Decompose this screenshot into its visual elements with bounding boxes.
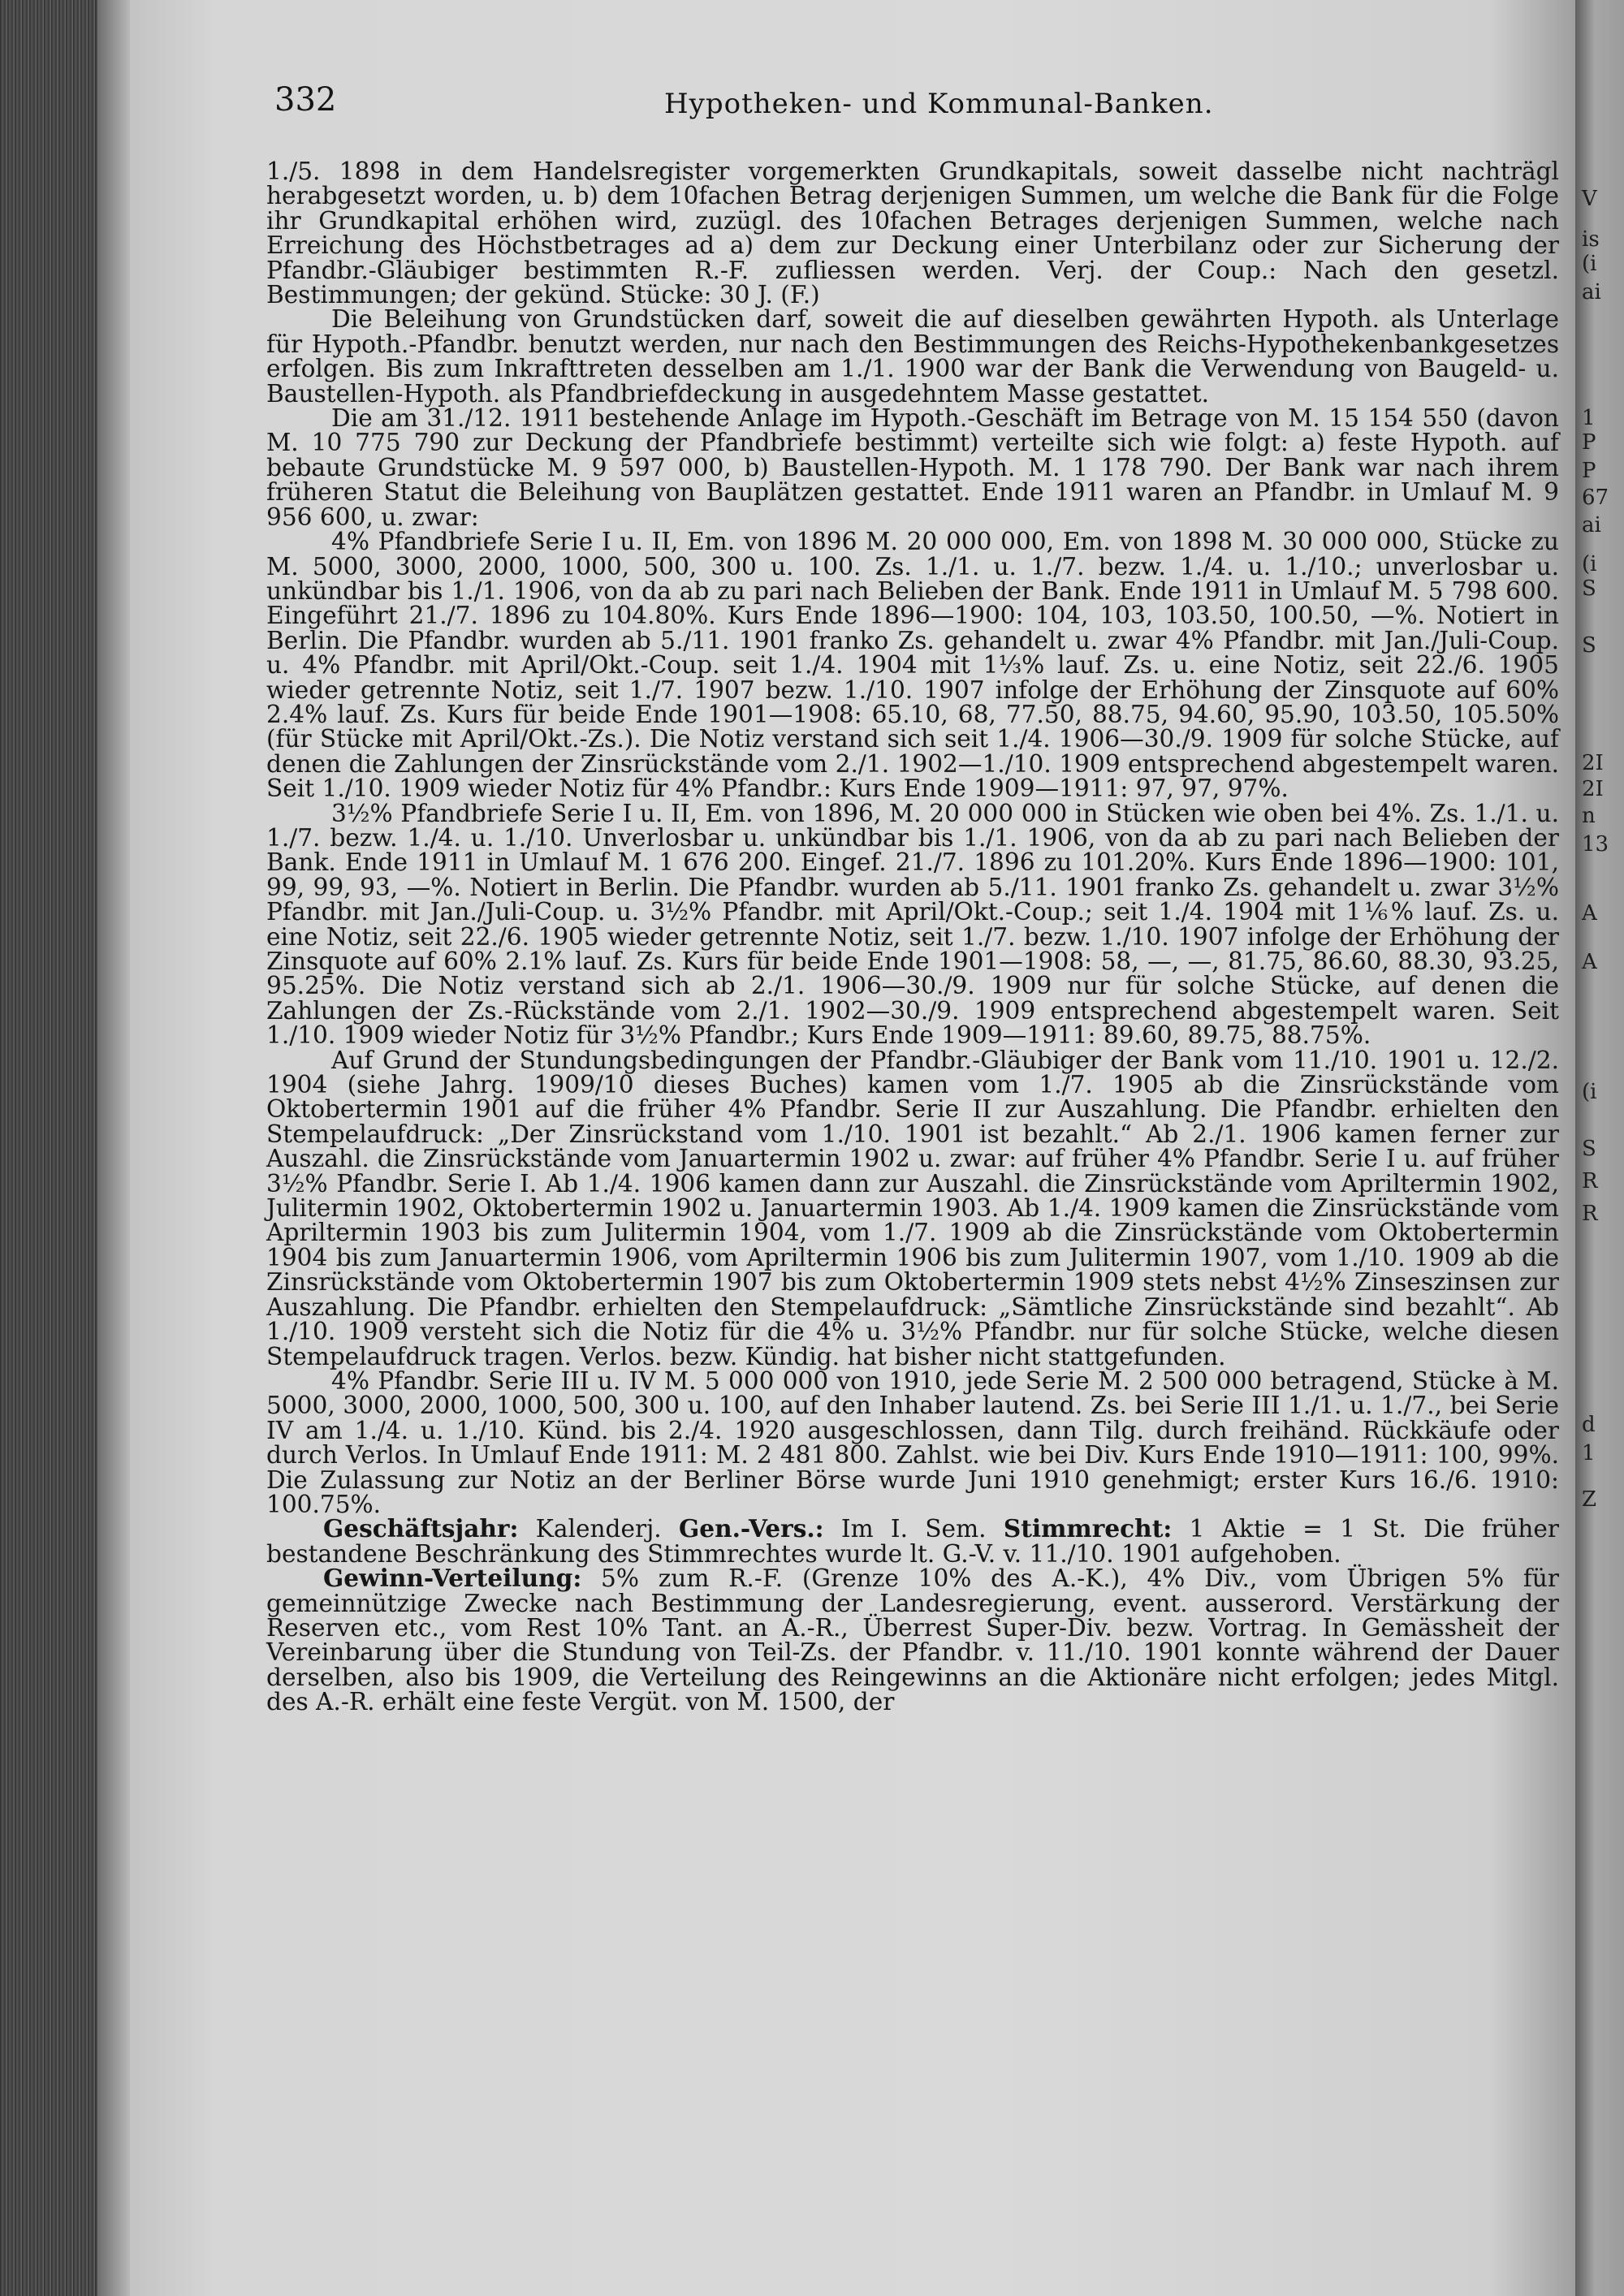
- facing-fragment: ai: [1582, 280, 1601, 304]
- running-title: Hypotheken- und Kommunal-Banken.: [664, 88, 1214, 120]
- facing-fragment: Z: [1582, 1487, 1597, 1512]
- paragraph: 4% Pfandbriefe Serie I u. II, Em. von 1896 M. 20 000 000, Em. von 1898 M. 30 000 000, Stücke zu M. 5000, 3000, 2000, 1000, 500, 300 u. 100. Zs. 1./1. u. 1./7. bezw. 1./4. u. 1./10.; unverlosbar u. unkündbar bis 1./1. 1906, von da ab zu pari nach Belieben der Bank. Ende 1911 in Umlauf M. 5 798 600. Eingeführt 21./7. 1896 zu 104.80%. Kurs Ende 1896—1900: 104, 103, 103.50, 100.50, —%. Notiert in Berlin. Die Pfandbr. wurden ab 5./11. 1901 franko Zs. gehandelt u. zwar 4% Pfandbr. mit Jan./Juli-Coup. u. 4% Pfandbr. mit April/Okt.-Coup. seit 1./4. 1904 mit 1⅓% lauf. Zs. u. eine Notiz, seit 22./6. 1905 wieder getrennte Notiz, seit 1./7. 1907 bezw. 1./10. 1907 infolge der Erhöhung der Zinsquote auf 60% 2.4% lauf. Zs. Kurs für beide Ende 1901—1908: 65.10, 68, 77.50, 88.75, 94.60, 95.90, 103.50, 105.50% (für Stücke mit April/Okt.-Zs.). Die Notiz verstand sich seit 1./4. 1906—30./9. 1909 für solche Stücke, auf denen die Zahlungen der Zinsrückstände vom 2./1. 1902—1./10. 1909 entsprechend abgestempelt waren. Seit 1./10. 1909 wieder Notiz für 4% Pfandbr.: Kurs Ende 1909—1911: 97, 97, 97%.: [266, 528, 1559, 803]
- paragraph: 1./5. 1898 in dem Handelsregister vorgemerkten Grundkapitals, soweit dasselbe nicht nachträgl herabgesetzt worden, u. b) dem 10fachen Betrag derjenigen Summen, um welche die Bank für die Folge ihr Grundkapital erhöhen wird, zuzügl. des 10fachen Betrages derjenigen Summen, welche nach Erreichung des Höchstbetrages ad a) dem zur Deckung einer Unterbilanz oder zur Sicherung der Pfandbr.-Gläubiger bestimmten R.-F. zufliessen werden. Verj. der Coup.: Nach den gesetzl. Bestimmungen; der gekünd. Stücke: 30 J. (F.): [266, 158, 1559, 309]
- facing-fragment: S: [1582, 633, 1596, 658]
- facing-fragment: ai: [1582, 513, 1601, 537]
- facing-page-edge: [1575, 0, 1624, 2296]
- page-header: [274, 81, 1557, 130]
- facing-fragment: 1: [1582, 406, 1596, 430]
- fiscal-year-label: Geschäftsjahr:: [323, 1514, 519, 1543]
- facing-fragment: 2I: [1582, 751, 1604, 775]
- paragraph: 3½% Pfandbriefe Serie I u. II, Em. von 1896, M. 20 000 000 in Stücken wie oben bei 4%. Zs. 1./1. u. 1./7. bezw. 1./4. u. 1./10. Unverlosbar u. unkündbar bis 1./1. 1906, von da ab zu pari nach Belieben der Bank. Ende 1911 in Umlauf M. 1 676 200. Eingef. 21./7. 1896 zu 101.20%. Kurs Ende 1896—1900: 101, 99, 99, 93, —%. Notiert in Berlin. Die Pfandbr. wurden ab 5./11. 1901 franko Zs. gehandelt u. zwar 3½% Pfandbr. mit Jan./Juli-Coup. u. 3½% Pfandbr. mit April/Okt.-Coup.; seit 1./4. 1904 mit 1⅙% lauf. Zs. u. eine Notiz, seit 22./6. 1905 wieder getrennte Notiz, seit 1./7. bezw. 1./10. 1907 infolge der Erhöhung der Zinsquote auf 60% 2.1% lauf. Zs. Kurs für beide Ende 1901—1908: 58, —, —, 81.75, 86.60, 88.30, 93.25, 95.25%. Die Notiz verstand sich ab 2./1. 1906—30./9. 1909 nur für solche Stücke, auf denen die Zahlungen der Zs.-Rückstände vom 2./1. 1902—30./9. 1909 entsprechend abgestempelt waren. Seit 1./10. 1909 wieder Notiz für 3½% Pfandbr.; Kurs Ende 1909—1911: 89.60, 89.75, 88.75%.: [266, 799, 1559, 1050]
- facing-fragment: 67: [1582, 486, 1609, 510]
- body-text: [266, 159, 1559, 1715]
- facing-fragment: (i: [1582, 252, 1597, 276]
- facing-fragment: R: [1582, 1169, 1598, 1193]
- facing-fragment: is: [1582, 227, 1600, 252]
- facing-fragment: P: [1582, 430, 1596, 455]
- paragraph: Die Beleihung von Grundstücken darf, soweit die auf dieselben gewährten Hypoth. als Unterlage für Hypoth.-Pfandbr. benutzt werden, nur nach den Bestimmungen des Reichs-Hypothekenbankgesetzes erfolgen. Bis zum Inkrafttreten desselben am 1./1. 1900 war der Bank die Verwendung von Baugeld- u. Baustellen-Hypoth. als Pfandbriefdeckung in ausgedehntem Masse gestattet.: [266, 305, 1559, 408]
- facing-fragment: A: [1582, 901, 1597, 926]
- facing-fragment: R: [1582, 1202, 1598, 1226]
- fiscal-year-value: Kalenderj.: [535, 1515, 662, 1543]
- general-meeting-label: Gen.-Vers.:: [679, 1514, 824, 1543]
- facing-fragment: (i: [1582, 552, 1597, 576]
- facing-fragment: S: [1582, 576, 1596, 601]
- facing-fragment: A: [1582, 950, 1597, 974]
- book-edge: [0, 0, 97, 2296]
- voting-right-label: Stimmrecht:: [1003, 1514, 1173, 1543]
- profit-distribution-text: 5% zum R.-F. (Grenze 10% des A.-K.), 4% Div., vom Übrigen 5% für gemeinnützige Zwecke nach Bestimmung der Landesregierung, event. ausserord. Verstärkung der Reserven etc., vom Rest 10% Tant. an A.-R., Überrest Super-Div. bezw. Vortrag. In Gemässheit der Vereinbarung über die Stundung von Teil-Zs. der Pfandbr. v. 11./10. 1901 konnte während der Dauer derselben, also bis 1909, die Verteilung des Reingewinns an die Aktionäre nicht erfolgen; jedes Mitgl. des A.-R. erhält eine feste Vergüt. von M. 1500, der: [266, 1564, 1559, 1716]
- paragraph: Die am 31./12. 1911 bestehende Anlage im Hypoth.-Geschäft im Betrage von M. 15 154 550 (davon M. 10 775 790 zur Deckung der Pfandbriefe bestimmt) verteilte sich wie folgt: a) feste Hypoth. auf bebaute Grundstücke M. 9 597 000, b) Baustellen-Hypoth. M. 1 178 790. Der Bank war nach ihrem früheren Statut die Beleihung von Bauplätzen gestattet. Ende 1911 waren an Pfandbr. in Umlauf M. 9 956 600, u. zwar:: [266, 404, 1559, 531]
- facing-fragment: d: [1582, 1413, 1596, 1437]
- facing-fragment: n: [1582, 804, 1596, 828]
- profit-distribution-label: Gewinn-Verteilung:: [323, 1564, 582, 1593]
- voting-right-value: 1 Aktie = 1 St. Die früher bestandene Beschränkung des Stimmrechtes wurde lt. G.-V. v. 11./10. 1901 aufgehoben.: [266, 1515, 1559, 1568]
- page-number: 332: [274, 81, 337, 119]
- facing-fragment: 1: [1582, 1441, 1596, 1465]
- facing-fragment: 2I: [1582, 777, 1604, 801]
- general-meeting-value: Im I. Sem.: [840, 1515, 987, 1543]
- page-gutter: [97, 0, 130, 2296]
- profit-paragraph: [266, 1566, 1559, 1714]
- meeting-paragraph: [266, 1514, 1559, 1568]
- facing-fragment: 13: [1582, 832, 1609, 857]
- facing-fragment: (i: [1582, 1080, 1597, 1104]
- paragraph: Auf Grund der Stundungsbedingungen der Pfandbr.-Gläubiger der Bank vom 11./10. 1901 u. 12./2. 1904 (siehe Jahrg. 1909/10 dieses Buches) kamen vom 1./7. 1905 ab die Zinsrückstände vom Oktobertermin 1901 auf die früher 4% Pfandbr. Serie II zur Auszahlung. Die Pfandbr. erhielten den Stempelaufdruck: „Der Zinsrückstand vom 1./10. 1901 ist bezahlt.“ Ab 2./1. 1906 kamen ferner zur Auszahl. die Zinsrückstände vom Januartermin 1902 u. zwar: auf früher 4% Pfandbr. Serie I u. auf früher 3½% Pfandbr. Serie I. Ab 1./4. 1906 kamen dann zur Auszahl. die Zinsrückstände vom Apriltermin 1902, Julitermin 1902, Oktobertermin 1902 u. Januartermin 1903. Ab 1./4. 1909 kamen die Zinsrückstände vom Apriltermin 1903 bis zum Julitermin 1904, vom 1./7. 1909 ab die Zinsrückstände vom Oktobertermin 1904 bis zum Januartermin 1906, vom Apriltermin 1906 bis zum Julitermin 1907, vom 1./10. 1909 ab die Zinsrückstände vom Oktobertermin 1907 bis zum Oktobertermin 1909 stets nebst 4½% Zinseszinsen zur Auszahlung. Die Pfandbr. erhielten den Stempelaufdruck: „Sämtliche Zinsrückstände sind bezahlt“. Ab 1./10. 1909 versteht sich die Notiz für die 4% u. 3½% Pfandbr. nur für solche Stücke, welche diesen Stempelaufdruck tragen. Verlos. bezw. Kündig. hat bisher nicht stattgefunden.: [266, 1046, 1559, 1370]
- paragraph: 4% Pfandbr. Serie III u. IV M. 5 000 000 von 1910, jede Serie M. 2 500 000 betragend, Stücke à M. 5000, 3000, 2000, 1000, 500, 300 u. 100, auf den Inhaber lautend. Zs. bei Serie III 1./1. u. 1./7., bei Serie IV am 1./4. u. 1./10. Künd. bis 2./4. 1920 ausgeschlossen, dann Tilg. durch freihänd. Rückkäufe oder durch Verlos. In Umlauf Ende 1911: M. 2 481 800. Zahlst. wie bei Div. Kurs Ende 1910—1911: 100, 99%. Die Zulassung zur Notiz an der Berliner Börse wurde Juni 1910 genehmigt; erster Kurs 16./6. 1910: 100.75%.: [266, 1366, 1559, 1518]
- facing-fragment: P: [1582, 459, 1596, 483]
- facing-fragment: V: [1582, 187, 1597, 211]
- facing-fragment: S: [1582, 1137, 1596, 1161]
